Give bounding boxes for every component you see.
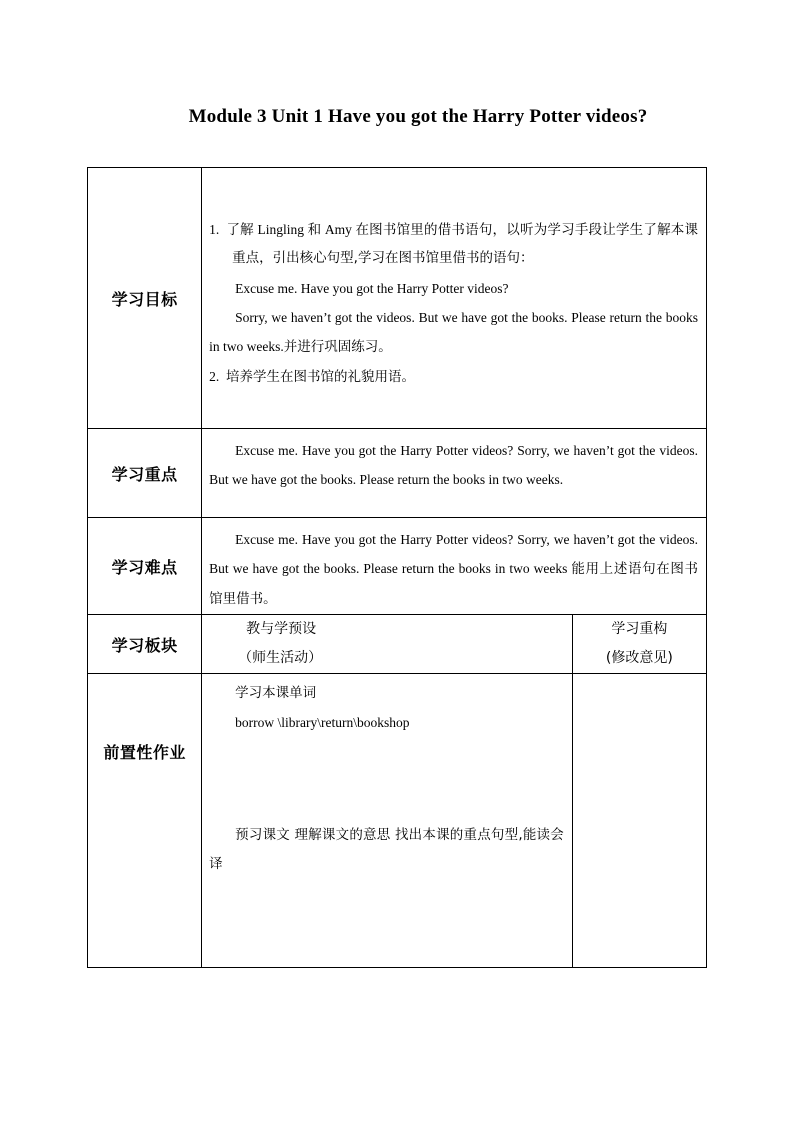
sections-mid [202, 615, 573, 674]
row-sections [88, 615, 707, 674]
label-sections: 学习板块 [88, 615, 202, 674]
homework-line-2: borrow \library\return\bookshop [235, 715, 410, 730]
homework-line-1: 学习本课单词 [235, 685, 317, 701]
homework-content [202, 674, 573, 968]
homework-line-3: 预习课文 理解课文的意思 找出本课的重点句型,能读会译 [209, 827, 564, 872]
row-objectives [88, 168, 707, 429]
key-points-content [202, 429, 707, 518]
page-title: Module 3 Unit 1 Have you got the Harry Potter videos? [188, 106, 648, 127]
sections-mid-line2: （师生活动） [238, 650, 323, 666]
sections-mid-line1: 教与学预设 [246, 621, 317, 637]
row-key-points [88, 429, 707, 518]
label-key-points: 学习重点 [88, 429, 202, 518]
sections-right-line1: 学习重构 [611, 621, 668, 637]
objective-sentence-question: Excuse me. Have you got the Harry Potter videos? [235, 281, 509, 296]
lesson-plan-table [87, 167, 707, 968]
label-difficulties: 学习难点 [88, 518, 202, 615]
row-homework [88, 674, 707, 968]
difficulties-content [202, 518, 707, 615]
objectives-content [202, 168, 707, 429]
sections-right [572, 615, 706, 674]
objective-sentence-answer: Sorry, we haven’t got the videos. But we have got the books. Please return the books in two weeks.并进行巩固练习。 [209, 310, 698, 355]
homework-notes [572, 674, 706, 968]
row-difficulties [88, 518, 707, 615]
label-objectives: 学习目标 [88, 168, 202, 429]
objective-item-2: 2. 培养学生在图书馆的礼貌用语。 [209, 369, 416, 385]
label-homework: 前置性作业 [88, 674, 202, 968]
difficulties-text: Excuse me. Have you got the Harry Potter videos? Sorry, we haven’t got the videos. But we have got the books. Please return the books in two weeks 能用上述语句在图书馆里借书。 [209, 532, 699, 607]
key-points-text: Excuse me. Have you got the Harry Potter videos? Sorry, we haven’t got the videos. But we have got the books. Please return the books in two weeks. [209, 443, 698, 487]
sections-right-line2: (修改意见) [605, 650, 673, 666]
objective-item-1: 1. 了解 Lingling 和 Amy 在图书馆里的借书语句，以听为学习手段让学生了解本课重点，引出核心句型,学习在图书馆里借书的语句： [209, 222, 699, 266]
